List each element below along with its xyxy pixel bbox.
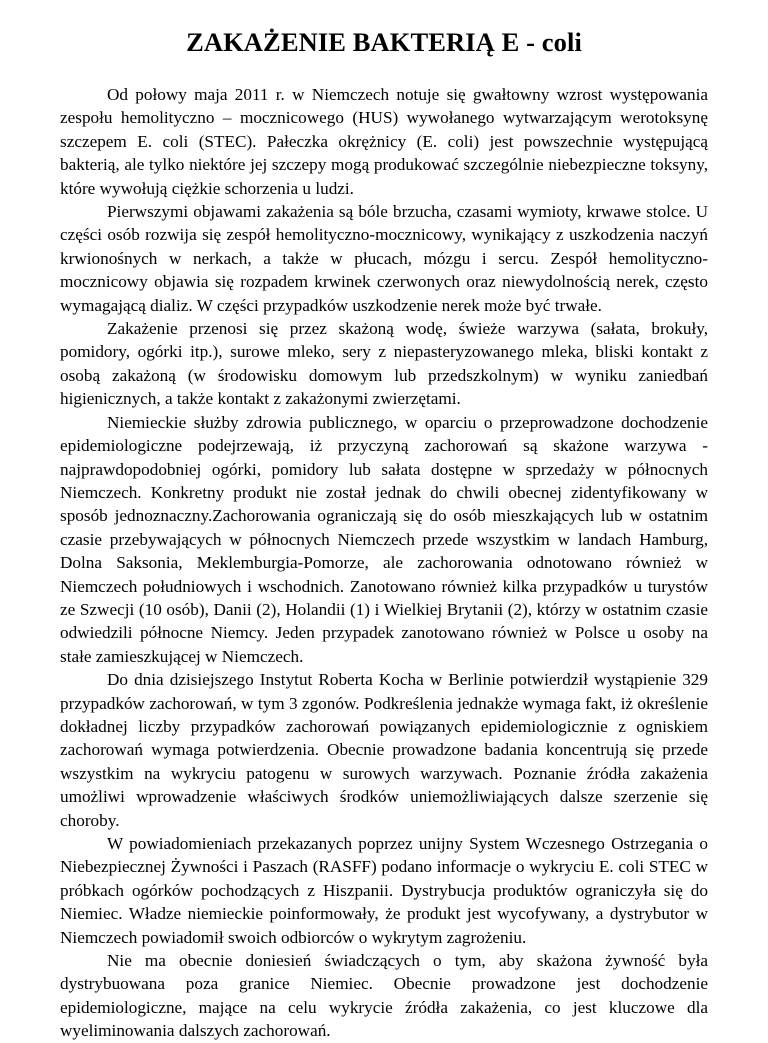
paragraph-transmission: Zakażenie przenosi się przez skażoną wodę, świeże warzywa (sałata, brokuły, pomidory, ogórki itp.), surowe mleko, sery z niepasteryzowanego mleka, bliski kontakt z osobą zakażoną (w środowisku domowym lub przedszkolnym) w wyniku zaniedbań higienicznych, a także kontakt z zakażonymi zwierzętami.: [60, 319, 708, 409]
paragraph-conclusion: Nie ma obecnie doniesień świadczących o tym, aby skażona żywność była dystrybuowana poza granice Niemiec. Obecnie prowadzone jest dochodzenie epidemiologiczne, mające na celu wykrycie źródła zakażenia, co jest kluczowe dla wyeliminowania dalszych zachorowań.: [60, 951, 708, 1041]
document-title: ZAKAŻENIE BAKTERIĄ E - coli: [186, 27, 582, 57]
document-page: [60, 22, 708, 1043]
paragraph-rasff-notification: W powiadomieniach przekazanych poprzez unijny System Wczesnego Ostrzegania o Niebezpiecznej Żywności i Paszach (RASFF) podano informacje o wykryciu E. coli STEC w próbkach ogórków pochodzących z Hiszpanii. Dystrybucja produktów ograniczyła się do Niemiec. Władze niemieckie poinformowały, że produkt jest wycofywany, a dystrybutor w Niemczech powiadomił swoich odbiorców o wykrytym zagrożeniu.: [60, 834, 708, 947]
paragraph-outbreak-intro: Od połowy maja 2011 r. w Niemczech notuje się gwałtowny wzrost występowania zespołu hemolityczno – mocznicowego (HUS) wywołanego wytwarzającym werotoksynę szczepem E. coli (STEC). Pałeczka okrężnicy (E. coli) jest powszechnie występującą bakterią, ale tylko niektóre jej szczepy mogą produkować szczególnie niebezpieczne toksyny, które wywołują ciężkie schorzenia u ludzi.: [60, 85, 708, 198]
paragraph-symptoms: Pierwszymi objawami zakażenia są bóle brzucha, czasami wymioty, krwawe stolce. U części osób rozwija się zespół hemolityczno-mocznicowy, wynikający z uszkodzenia naczyń krwionośnych w nerkach, a także w płucach, mózgu i sercu. Zespół hemolityczno-mocznicowy objawia się rozpadem krwinek czerwonych oraz niewydolnością nerek, często wymagającą dializ. W części przypadków uszkodzenie nerek może być trwałe.: [60, 202, 708, 315]
paragraph-case-count: Do dnia dzisiejszego Instytut Roberta Kocha w Berlinie potwierdził wystąpienie 329 przypadków zachorowań, w tym 3 zgonów. Podkreślenia jednakże wymaga fakt, iż określenie dokładnej liczby przypadków zachorowań powiązanych epidemiologicznie z ogniskiem zachorowań wymaga potwierdzenia. Obecnie prowadzone badania koncentrują się przede wszystkim na wykryciu patogenu w surowych warzywach. Poznanie źródła zakażenia umożliwi wprowadzenie właściwych środków uniemożliwiających dalsze szerzenie się choroby.: [60, 670, 708, 830]
paragraph-german-investigation: Niemieckie służby zdrowia publicznego, w oparciu o przeprowadzone dochodzenie epidemiologiczne podejrzewają, iż przyczyną zachorowań są skażone warzywa - najprawdopodobniej ogórki, pomidory lub sałata dostępne w sprzedaży w północnych Niemczech. Konkretny produkt nie został jednak do chwili obecnej zidentyfikowany w sposób jednoznaczny.Zachorowania ograniczają się do osób mieszkających lub w ostatnim czasie przebywających w północnych Niemczech przede wszystkim w landach Hamburg, Dolna Saksonia, Meklemburgia-Pomorze, ale zachorowania odnotowano również w Niemczech południowych i wschodnich. Zanotowano również kilka przypadków u turystów ze Szwecji (10 osób), Danii (2), Holandii (1) i Wielkiej Brytanii (2), którzy w ostatnim czasie odwiedzili północne Niemcy. Jeden przypadek zanotowano również w Polsce u osoby na stałe zamieszkującej w Niemczech.: [60, 412, 708, 666]
